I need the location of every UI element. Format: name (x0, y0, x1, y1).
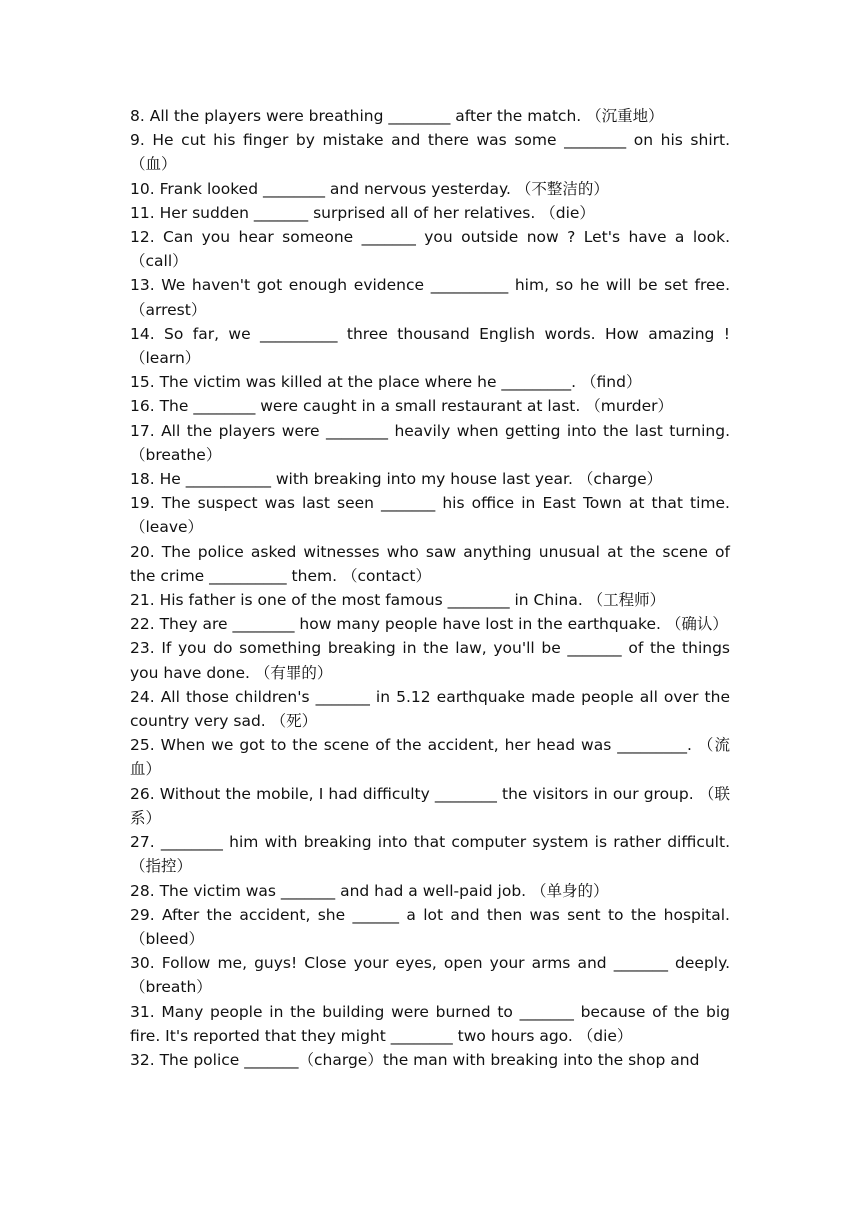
exercise-item-14: 14. So far, we __________ three thousand English words. How amazing ! （learn） (130, 324, 730, 368)
exercise-item-29: 29. After the accident, she ______ a lot and then was sent to the hospital. （bleed） (130, 905, 730, 948)
exercise-item-9: 9. He cut his finger by mistake and there was some ________ on his shirt. （血） (130, 131, 730, 174)
exercise-item-26: 26. Without the mobile, I had difficulty ________ the visitors in our group. （联系） (130, 784, 730, 827)
exercise-item-31: 31. Many people in the building were burned to _______ because of the big fire. It's reported that they might ________ two hours ago. （die） (130, 1002, 730, 1045)
exercise-item-20: 20. The police asked witnesses who saw anything unusual at the scene of the crime __________ them. （contact） (130, 542, 730, 585)
exercise-item-21: 21. His father is one of the most famous ________ in China. （工程师） (130, 591, 666, 610)
exercise-item-30: 30. Follow me, guys! Close your eyes, open your arms and _______ deeply. （breath） (130, 954, 730, 997)
exercise-item-28: 28. The victim was _______ and had a well-paid job. （单身的） (130, 881, 609, 900)
exercise-item-13: 13. We haven't got enough evidence __________ him, so he will be set free. （arrest） (130, 276, 730, 319)
exercise-item-27: 27. ________ him with breaking into that computer system is rather difficult. （指控） (130, 833, 730, 876)
exercise-item-23: 23. If you do something breaking in the law, you'll be _______ of the things you have done. （有罪的） (130, 639, 730, 682)
exercise-item-15: 15. The victim was killed at the place where he _________. （find） (130, 373, 642, 392)
exercise-item-10: 10. Frank looked ________ and nervous yesterday. （不整洁的） (130, 179, 609, 198)
exercise-item-32: 32. The police _______（charge）the man with breaking into the shop and (130, 1050, 700, 1069)
exercise-item-18: 18. He ___________ with breaking into my house last year. （charge） (130, 470, 663, 489)
exercise-item-17: 17. All the players were ________ heavily when getting into the last turning. （breathe） (130, 421, 730, 464)
exercise-item-16: 16. The ________ were caught in a small restaurant at last. （murder） (130, 397, 673, 416)
exercise-item-25: 25. When we got to the scene of the accident, her head was _________. （流血） (130, 736, 730, 779)
exercise-list (130, 104, 730, 1072)
exercise-item-11: 11. Her sudden _______ surprised all of her relatives. （die） (130, 203, 595, 222)
exercise-item-19: 19. The suspect was last seen _______ his office in East Town at that time. （leave） (130, 494, 730, 537)
exercise-item-8: 8. All the players were breathing ________ after the match. （沉重地） (130, 107, 664, 125)
exercise-item-12: 12. Can you hear someone _______ you outside now ? Let's have a look. （call） (130, 228, 730, 271)
exercise-item-24: 24. All those children's _______ in 5.12 earthquake made people all over the country very sad. （死） (130, 687, 730, 731)
exercise-item-22: 22. They are ________ how many people have lost in the earthquake. （确认） (130, 615, 728, 634)
